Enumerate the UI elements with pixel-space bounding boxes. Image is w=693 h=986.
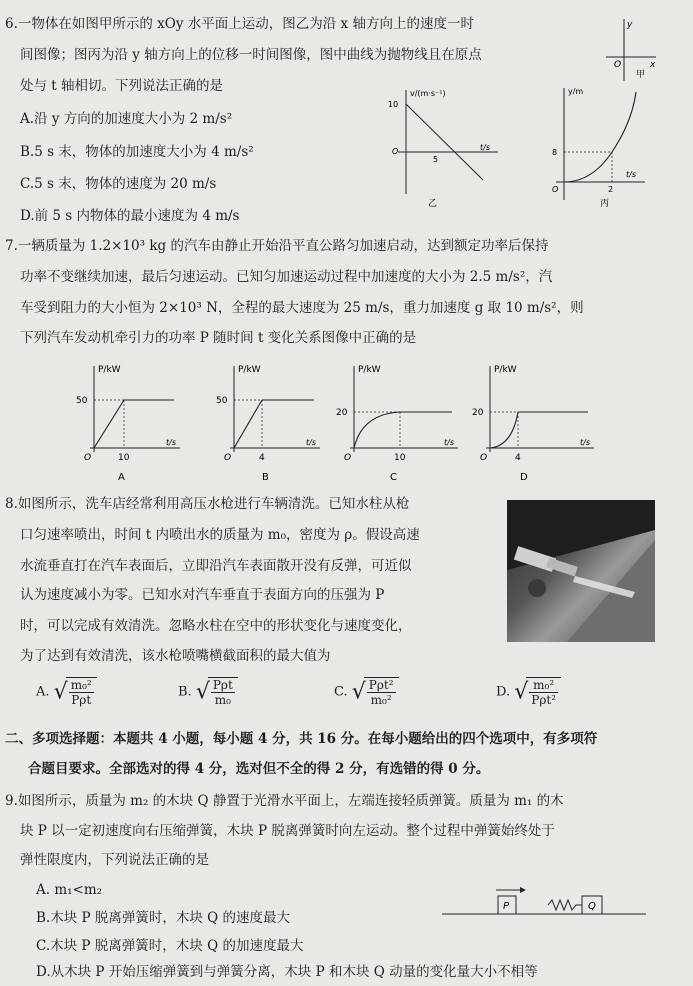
graph-b-ytick: 50 bbox=[216, 396, 228, 406]
graph-c-letter: C bbox=[390, 472, 397, 483]
graph-a-letter: A bbox=[118, 472, 125, 483]
q7-line-3: 车受到阻力的大小恒为 2×10³ N，全程的最大速度为 25 m/s，重力加速度 g 取 10 m/s²，则 bbox=[20, 300, 584, 316]
q8-line-3: 水流垂直打在汽车表面后，立即沿汽车表面散开没有反弹，可近似 bbox=[20, 558, 412, 574]
q6-option-a: A.沿 y 方向的加速度大小为 2 m/s² bbox=[20, 111, 233, 127]
bing-caption: 丙 bbox=[600, 199, 610, 209]
q7-line-4: 下列汽车发动机牵引力的功率 P 随时间 t 变化关系图像中正确的是 bbox=[20, 330, 417, 346]
q6-option-d: D.前 5 s 内物体的最小速度为 4 m/s bbox=[20, 208, 240, 224]
yi-t-label: t/s bbox=[480, 143, 490, 152]
graph-a-ylabel: P/kW bbox=[98, 365, 121, 375]
bing-tick-2: 2 bbox=[608, 185, 614, 194]
block-p-label: P bbox=[503, 901, 510, 912]
q6-figure-bing bbox=[540, 82, 650, 212]
q7-graph-c bbox=[332, 360, 462, 486]
section2-line-2: 合题目要求。全部选对的得 4 分，选对但不全的得 2 分，有选错的得 0 分。 bbox=[28, 761, 490, 777]
graph-c-xtick: 10 bbox=[394, 453, 406, 463]
q6-line-3: 处与 t 轴相切。下列说法正确的是 bbox=[20, 78, 224, 94]
q6-option-c: C.5 s 末，物体的速度为 20 m/s bbox=[20, 176, 217, 192]
jia-caption: 甲 bbox=[636, 70, 646, 80]
graph-d-tlabel: t/s bbox=[580, 438, 590, 447]
q7-graph-b bbox=[212, 360, 322, 486]
graph-d-origin: O bbox=[480, 453, 488, 463]
graph-a-origin: O bbox=[84, 453, 92, 463]
yi-caption: 乙 bbox=[428, 199, 438, 209]
jia-x-label: x bbox=[650, 60, 656, 70]
car-wash-photo bbox=[507, 500, 655, 642]
graph-b-tlabel: t/s bbox=[306, 438, 316, 447]
q9-option-d: D.从木块 P 开始压缩弹簧到与弹簧分离，木块 P 和木块 Q 动量的变化量大小不相等 bbox=[36, 964, 538, 980]
q7-line-1: 7.一辆质量为 1.2×10³ kg 的汽车由静止开始沿平直公路匀加速启动，达到额定功率后保持 bbox=[5, 238, 549, 254]
q7-line-2: 功率不变继续加速，最后匀速运动。已知匀加速运动过程中加速度的大小为 2.5 m/s²，汽 bbox=[20, 269, 553, 285]
jia-origin: O bbox=[614, 60, 622, 70]
section2-line-1: 二、多项选择题：本题共 4 小题，每小题 4 分，共 16 分。在每小题给出的四个选项中，有多项符 bbox=[5, 731, 598, 747]
q7-graph-d bbox=[468, 360, 598, 486]
q8-line-5: 时，可以完成有效清洗。忽略水柱在空中的形状变化与速度变化， bbox=[20, 618, 412, 634]
graph-b-xtick: 4 bbox=[259, 453, 265, 463]
q8-option-d: D. √ $\frac{\text{m₀²}}{\text{Pρt²}}$ bbox=[496, 677, 561, 707]
q9-option-a: A. m₁<m₂ bbox=[36, 882, 103, 898]
graph-b-ylabel: P/kW bbox=[238, 365, 261, 375]
q9-option-c: C.木块 P 脱离弹簧时，木块 Q 的加速度最大 bbox=[36, 938, 304, 954]
yi-tick-5: 5 bbox=[433, 155, 439, 164]
yi-y-label: v/(m·s⁻¹) bbox=[410, 89, 446, 98]
q9-spring-figure bbox=[440, 880, 650, 920]
graph-c-ytick: 20 bbox=[336, 408, 348, 418]
q9-line-3: 弹性限度内，下列说法正确的是 bbox=[20, 852, 209, 868]
graph-b-letter: B bbox=[262, 472, 269, 483]
graph-d-ytick: 20 bbox=[472, 408, 484, 418]
q7-graph-a bbox=[72, 360, 182, 486]
graph-d-letter: D bbox=[520, 472, 528, 483]
q8-line-1: 8.如图所示，洗车店经常利用高压水枪进行车辆清洗。已知水柱从枪 bbox=[5, 496, 410, 512]
q9-line-2: 块 P 以一定初速度向右压缩弹簧，木块 P 脱离弹簧时向左运动。整个过程中弹簧始终处于 bbox=[20, 823, 555, 839]
q8-line-6: 为了达到有效清洗，该水枪喷嘴横截面积的最大值为 bbox=[20, 648, 331, 664]
jia-y-label: y bbox=[627, 20, 633, 30]
graph-c-tlabel: t/s bbox=[444, 438, 454, 447]
q6-line-2: 间图像；图丙为沿 y 轴方向上的位移一时间图像，图中曲线为抛物线且在原点 bbox=[20, 47, 482, 63]
yi-tick-10: 10 bbox=[388, 100, 399, 109]
bing-origin: O bbox=[552, 185, 559, 194]
q8-option-b: B. √ $\frac{\text{Pρt}}{\text{m₀}}$ bbox=[178, 677, 238, 707]
graph-a-ytick: 50 bbox=[76, 396, 88, 406]
q8-option-c: C. √ $\frac{\text{Pρt²}}{\text{m₀²}}$ bbox=[334, 677, 399, 707]
q6-figure-yi bbox=[378, 82, 508, 212]
q9-option-b: B.木块 P 脱离弹簧时，木块 Q 的速度最大 bbox=[36, 910, 291, 926]
block-q-label: Q bbox=[588, 901, 596, 912]
bing-y-label: y/m bbox=[568, 87, 584, 96]
bing-tick-8: 8 bbox=[552, 148, 558, 157]
graph-b-origin: O bbox=[224, 453, 232, 463]
graph-d-ylabel: P/kW bbox=[494, 365, 517, 375]
q8-line-4: 认为速度减小为零。已知水对汽车垂直于表面方向的压强为 P bbox=[20, 587, 385, 603]
graph-d-xtick: 4 bbox=[515, 453, 521, 463]
graph-a-xtick: 10 bbox=[118, 453, 130, 463]
yi-origin: O bbox=[392, 147, 399, 156]
q6-line-1: 6.一物体在如图甲所示的 xOy 水平面上运动，图乙为沿 x 轴方向上的速度一时 bbox=[5, 16, 474, 32]
graph-c-origin: O bbox=[344, 453, 352, 463]
q9-line-1: 9.如图所示，质量为 m₂ 的木块 Q 静置于光滑水平面上，左端连接轻质弹簧。质量为 m₁ 的木 bbox=[5, 793, 564, 809]
q8-line-2: 口匀速率喷出，时间 t 内喷出水的质量为 m₀，密度为 ρ。假设高速 bbox=[20, 527, 420, 543]
q6-option-b: B.5 s 末，物体的加速度大小为 4 m/s² bbox=[20, 144, 254, 160]
graph-c-ylabel: P/kW bbox=[358, 365, 381, 375]
q8-option-a: A. √ $\frac{\text{m₀²}}{\text{Pρt}}$ bbox=[36, 677, 97, 707]
q6-figure-jia bbox=[600, 15, 660, 85]
bing-t-label: t/s bbox=[626, 170, 636, 179]
graph-a-tlabel: t/s bbox=[166, 438, 176, 447]
